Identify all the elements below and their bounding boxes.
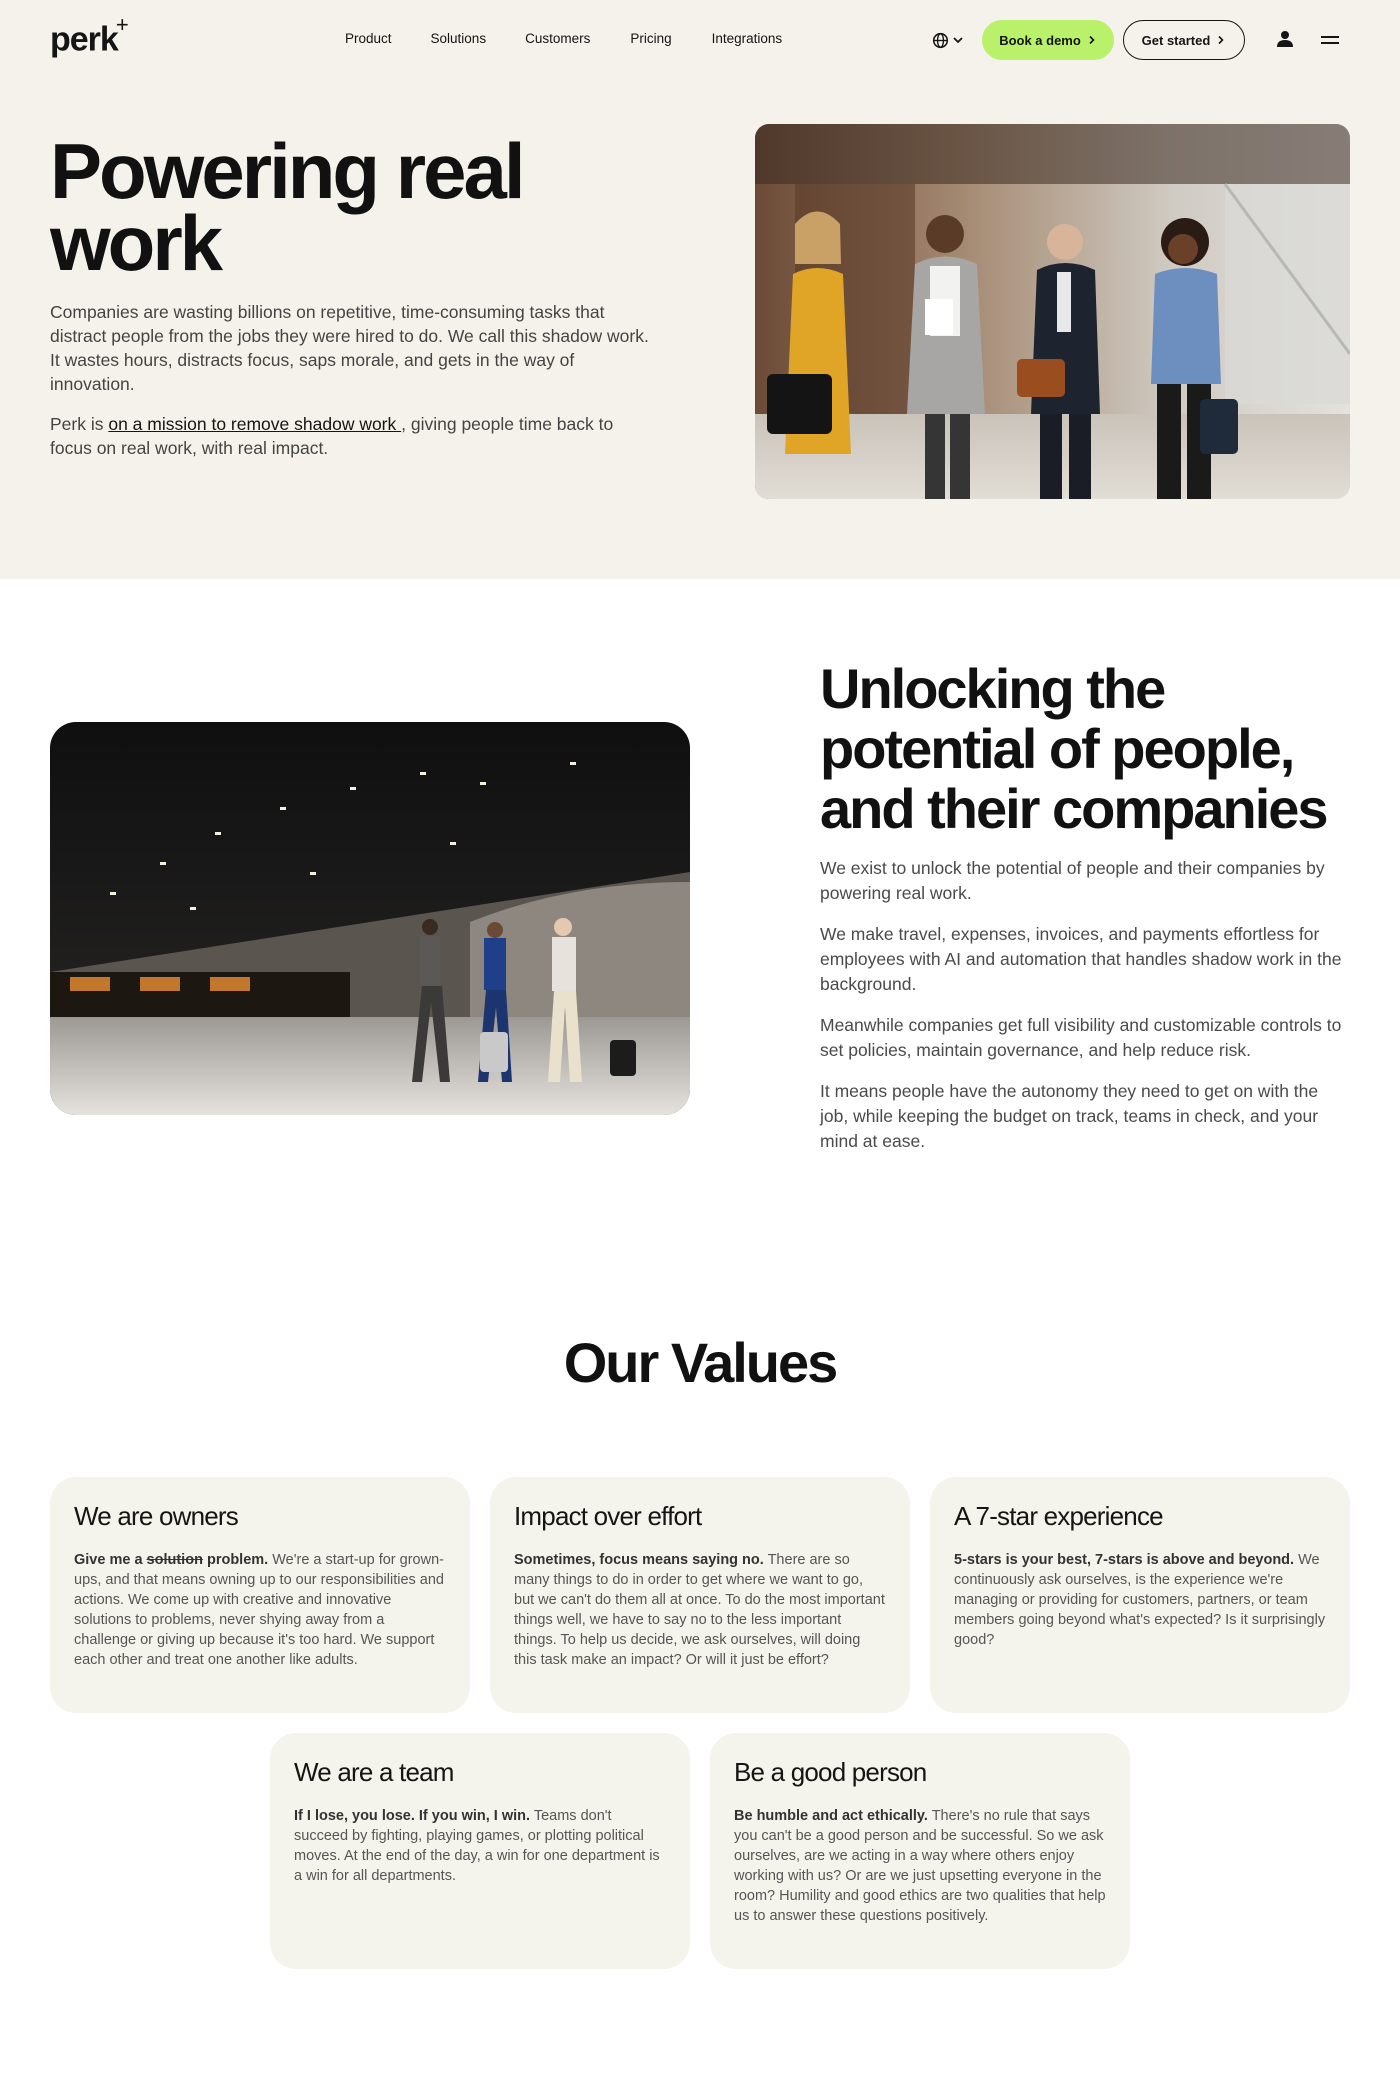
hero-mission-paragraph	[50, 412, 650, 460]
value-card-7-star	[930, 1477, 1350, 1713]
logo-text: perk	[50, 20, 118, 59]
value-card-lead-end: problem.	[202, 1552, 269, 1568]
value-card-text	[514, 1550, 886, 1670]
value-card-title: We are a team	[294, 1757, 454, 1787]
value-card-text	[294, 1806, 666, 1886]
nav-item-product[interactable]: Product	[345, 31, 392, 46]
value-card-title: Impact over effort	[514, 1501, 702, 1531]
mission-suffix: , giving people time back to focus on real work, with real impact.	[50, 414, 614, 458]
mission-link[interactable]: on a mission to remove shadow work	[108, 414, 402, 434]
mission-title: Unlocking the potential of people, and their companies	[820, 657, 1327, 840]
business-people-photo	[755, 124, 1350, 499]
hero-section	[0, 0, 1400, 579]
nav-item-customers[interactable]: Customers	[525, 31, 591, 46]
value-card-lead: Give me a	[74, 1552, 147, 1568]
mission-paragraph-4: It means people have the autonomy they need to get on with the job, while keeping the budget on track, teams in check, and your mind at ease.	[820, 1081, 1319, 1151]
mission-paragraph-1: We exist to unlock the potential of people and their companies by powering real work.	[820, 858, 1325, 903]
book-demo-label: Book a demo	[999, 32, 1081, 48]
value-card-title: Be a good person	[734, 1757, 927, 1787]
nav-item-integrations[interactable]: Integrations	[711, 31, 783, 46]
airport-walkers-photo	[50, 722, 690, 1115]
page-title: Powering real work	[50, 127, 523, 287]
chevron-right-icon	[1216, 35, 1226, 45]
value-card-body: There are so many things to do in order to get where we want to go, but we can't do them all at once. To do the most important things well, we have to say no to the less important things. To help us decide, we ask ourselves, will doing this task make an impact? Or will it just be effort?	[514, 1552, 885, 1668]
value-card-lead: If I lose, you lose. If you win, I win.	[294, 1808, 531, 1824]
hero-intro-paragraph: Companies are wasting billions on repetitive, time-consuming tasks that distract people from the jobs they were hired to do. We call this shadow work. It wastes hours, distracts focus, saps morale, and gets in the way of innovation.	[50, 302, 649, 394]
perk-logo[interactable]	[50, 12, 128, 59]
value-card-body: We continuously ask ourselves, is the experience we're managing or providing for customers, partners, or team members going beyond what's expected? Is it surprisingly good?	[954, 1552, 1326, 1648]
value-card-good-person	[710, 1733, 1130, 1969]
value-card-team	[270, 1733, 690, 1969]
value-card-text	[74, 1550, 446, 1670]
book-demo-button[interactable]	[982, 20, 1114, 60]
value-card-text	[954, 1550, 1326, 1650]
get-started-button[interactable]	[1123, 20, 1245, 60]
language-selector[interactable]	[932, 28, 972, 52]
value-card-body: Teams don't succeed by fighting, playing games, or plotting political moves. At the end of the day, a win for one department is a win for all departments.	[294, 1808, 660, 1884]
value-card-title: We are owners	[74, 1501, 238, 1531]
value-card-impact	[490, 1477, 910, 1713]
value-card-lead: 5-stars is your best, 7-stars is above and beyond.	[954, 1552, 1295, 1568]
mission-prefix: Perk is	[50, 414, 109, 434]
chevron-down-icon	[952, 34, 964, 46]
value-card-lead: Sometimes, focus means saying no.	[514, 1552, 764, 1568]
nav-item-pricing[interactable]: Pricing	[630, 31, 672, 46]
mission-paragraph-3: Meanwhile companies get full visibility and customizable controls to set policies, maintain governance, and help reduce risk.	[820, 1015, 1342, 1060]
user-account-icon[interactable]	[1275, 29, 1295, 49]
logo-plus-mark: +	[115, 12, 128, 37]
mission-paragraph-2: We make travel, expenses, invoices, and payments effortless for employees with AI and automation that handles shadow work in the background.	[820, 924, 1342, 994]
mission-section	[0, 579, 1400, 1279]
nav-item-solutions[interactable]: Solutions	[430, 31, 487, 46]
value-card-lead: Be humble and act ethically.	[734, 1808, 928, 1824]
globe-icon	[932, 32, 949, 49]
hamburger-menu-icon[interactable]	[1320, 32, 1340, 48]
chevron-right-icon	[1087, 35, 1097, 45]
value-card-title: A 7-star experience	[954, 1501, 1163, 1531]
value-card-lead-strike: solution	[146, 1552, 203, 1568]
value-card-owners	[50, 1477, 470, 1713]
top-navigation	[0, 0, 1400, 80]
get-started-label: Get started	[1141, 32, 1211, 48]
main-menu	[345, 31, 782, 46]
value-card-body: There's no rule that says you can't be a good person and be successful. So we ask ourselves, are we acting in a way where others enjoy working with us? Or are we just upsetting everyone in the room? Humility and good ethics are two qualities that help us to answer these questions positively.	[734, 1808, 1106, 1924]
values-title: Our Values	[563, 1331, 837, 1394]
value-card-text	[734, 1806, 1106, 1926]
value-card-body: We're a start-up for grown-ups, and that means owning up to our responsibilities and actions. We come up with creative and innovative solutions to problems, never shying away from a challenge or giving up because it's too hard. We support each other and treat one another like adults.	[74, 1552, 444, 1668]
